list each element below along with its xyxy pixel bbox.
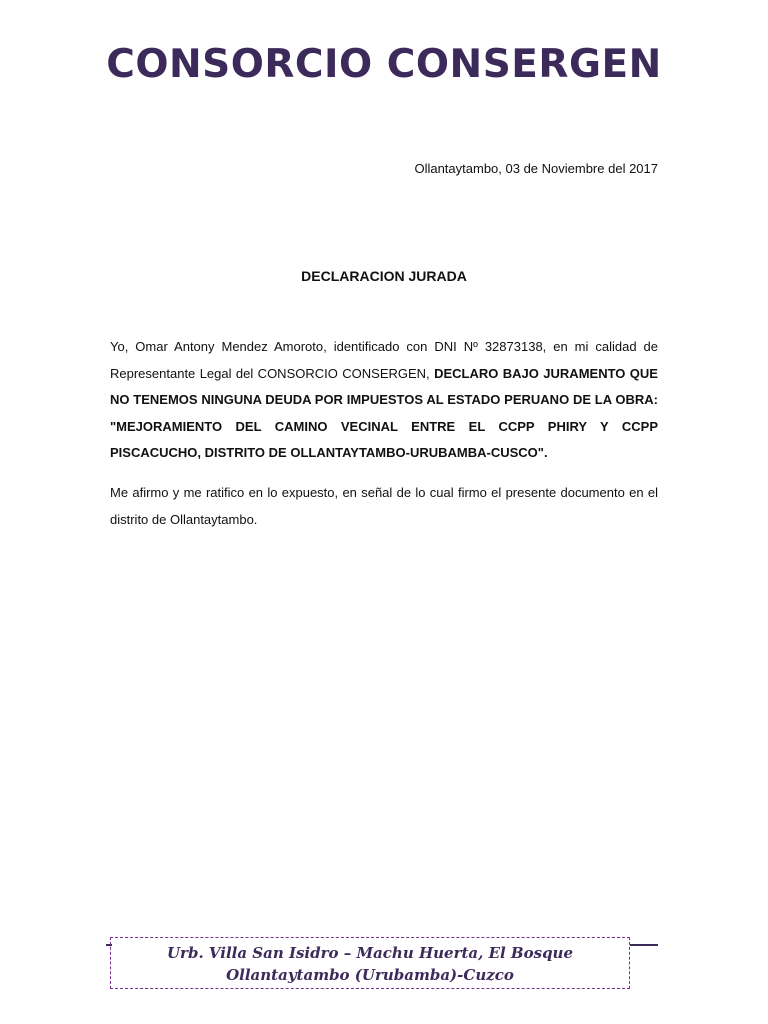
declaration-intro-text: Yo, Omar Antony Mendez Amoroto, identificado con DNI Nº 32873138, en mi calidad de Representante Legal del CONSORCIO CONSERGEN,: [110, 339, 658, 381]
declaration-bold-statement: DECLARO BAJO JURAMENTO QUE NO TENEMOS NINGUNA DEUDA POR IMPUESTOS AL ESTADO PERUANO DE LA OBRA: "MEJORAMIENTO DEL CAMINO VECINAL ENTRE EL CCPP PHIRY Y CCPP PISCACUCHO, DISTRITO DE OLLANTAYTAMBO-URUBAMBA-CUSCO".: [110, 365, 658, 460]
declaration-paragraph: [110, 334, 658, 467]
affirmation-paragraph: Me afirmo y me ratifico en lo expuesto, en señal de lo cual firmo el presente documento en el distrito de Ollantaytambo.: [110, 485, 658, 527]
document-title: DECLARACION JURADA: [301, 268, 467, 284]
footer-address-line-2: Ollantaytambo (Urubamba)-Cuzco: [226, 966, 514, 984]
date-line: Ollantaytambo, 03 de Noviembre del 2017: [414, 161, 658, 176]
footer-address-box: [110, 937, 630, 989]
footer-address-line-1: Urb. Villa San Isidro – Machu Huerta, El Bosque: [166, 944, 574, 962]
company-name-heading: CONSORCIO CONSERGEN: [106, 42, 662, 87]
footer-divider-right: [630, 944, 658, 946]
